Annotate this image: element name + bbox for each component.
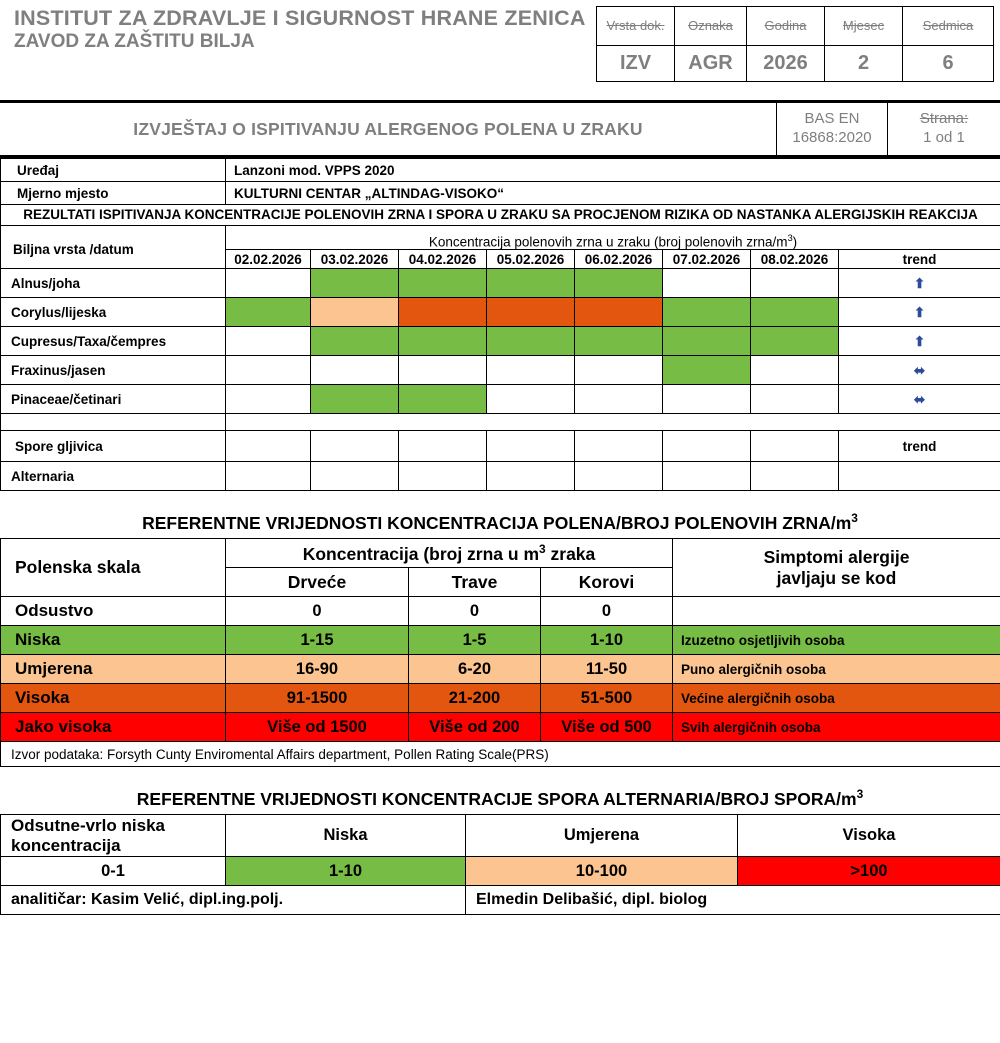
institute-department: ZAVOD ZA ZAŠTITU BILJA: [14, 31, 255, 53]
title-band: [0, 103, 1000, 158]
date-header-5: 06.02.2026: [575, 250, 663, 269]
source-row: [1, 742, 1000, 767]
scale-symptoms: Izuzetno osjetljivih osoba: [673, 626, 1000, 655]
doc-header-mjesec: Mjesec: [825, 7, 903, 46]
alternaria-value-row: [1, 857, 1000, 886]
signer-name: Elmedin Delibašić, dipl. biolog: [466, 886, 1000, 915]
trend-up-icon: [839, 327, 1000, 356]
species-label: Alnus/joha: [1, 269, 226, 298]
alternaria-title: [0, 785, 1000, 814]
standard-box: [776, 103, 887, 155]
scale-label: Umjerena: [1, 655, 226, 684]
page-title: IZVJEŠTAJ O ISPITIVANJU ALERGENOG POLENA U ZRAKU: [133, 118, 643, 139]
date-header-7: 08.02.2026: [751, 250, 839, 269]
alternaria-value-low: 1-10: [226, 857, 466, 886]
standard-line-1: BAS EN: [804, 110, 860, 128]
conc-cell: [399, 356, 487, 385]
scale-symptoms: Puno alergičnih osoba: [673, 655, 1000, 684]
conc-cell: [226, 385, 311, 414]
scale-trees: 91-1500: [226, 684, 409, 713]
species-label: Corylus/lijeska: [1, 298, 226, 327]
concentration-header-text: Koncentracija polenovih zrna u zraku (broj polenovih zrna/m: [428, 234, 788, 250]
alternaria-title-exponent: 3: [856, 787, 864, 802]
doc-value-vrsta: IZV: [597, 46, 675, 82]
date-header-4: 05.02.2026: [487, 250, 575, 269]
symptoms-column-header: [673, 539, 1000, 597]
conc-cell: [487, 385, 575, 414]
scale-weeds: 0: [541, 597, 673, 626]
table-row: [1, 597, 1000, 626]
conc-cell: [487, 269, 575, 298]
conc-cell: [226, 356, 311, 385]
scale-symptoms: Svih alergičnih osoba: [673, 713, 1000, 742]
conc-group-tail: zraka: [545, 543, 596, 564]
trend-stable-icon: [839, 356, 1000, 385]
concentration-header-exponent: 3: [787, 232, 793, 243]
conc-cell: [575, 462, 663, 491]
doc-header-vrsta: Vrsta dok.: [597, 7, 675, 46]
subheader-grasses: Trave: [409, 568, 541, 597]
institute-name: INSTITUT ZA ZDRAVLJE I SIGURNOST HRANE ZENICA: [14, 6, 586, 30]
conc-cell: [311, 462, 399, 491]
conc-cell: [575, 356, 663, 385]
table-row: [1, 684, 1000, 713]
conc-cell: [226, 327, 311, 356]
scale-label: Jako visoka: [1, 713, 226, 742]
table-row: [1, 356, 1000, 385]
conc-cell: [311, 327, 399, 356]
conc-cell: [575, 327, 663, 356]
conc-cell: [575, 298, 663, 327]
trend-up-icon: [839, 298, 1000, 327]
conc-cell: [575, 269, 663, 298]
scale-label: Visoka: [1, 684, 226, 713]
document-header: [0, 0, 1000, 103]
scale-grasses: 0: [409, 597, 541, 626]
table-head-row: [1, 225, 1000, 250]
conc-cell: [663, 327, 751, 356]
table-row: [1, 655, 1000, 684]
separator-cell: [1, 414, 226, 431]
device-row: [1, 159, 1000, 182]
conc-cell: [751, 327, 839, 356]
scale-grasses: 21-200: [409, 684, 541, 713]
conc-cell: [226, 462, 311, 491]
scale-grasses: 6-20: [409, 655, 541, 684]
alternaria-table: [0, 814, 1000, 915]
symptoms-header-line-1: Simptomi alergije: [763, 546, 910, 567]
subheader-weeds: Korovi: [541, 568, 673, 597]
spores-label: Spore gljivica: [1, 431, 226, 462]
institute-block: [0, 0, 596, 54]
location-value: KULTURNI CENTAR „ALTINDAG-VISOKO“: [226, 182, 1000, 205]
alternaria-value-moderate: 10-100: [466, 857, 738, 886]
spores-trend-header: trend: [839, 431, 1000, 462]
conc-cell: [311, 298, 399, 327]
conc-cell: [663, 269, 751, 298]
location-row: [1, 182, 1000, 205]
date-header-1: 02.02.2026: [226, 250, 311, 269]
conc-cell: [311, 356, 399, 385]
conc-cell: [399, 462, 487, 491]
doc-header-sedmica: Sedmica: [903, 7, 994, 46]
document-code-value-row: [597, 46, 994, 82]
results-banner-row: [1, 205, 1000, 226]
conc-cell: [751, 385, 839, 414]
separator-cell: [839, 414, 1000, 431]
conc-cell: [487, 327, 575, 356]
scale-symptoms: Većine alergičnih osoba: [673, 684, 1000, 713]
date-header-2: 03.02.2026: [311, 250, 399, 269]
spore-head-cell: [311, 431, 399, 462]
table-row: [1, 385, 1000, 414]
conc-cell: [751, 356, 839, 385]
separator-row: [1, 414, 1000, 431]
doc-value-mjesec: 2: [825, 46, 903, 82]
scale-trees: 16-90: [226, 655, 409, 684]
conc-cell: [575, 385, 663, 414]
analyst-name: analitičar: Kasim Velić, dipl.ing.polj.: [1, 886, 466, 915]
alternaria-header-low: Niska: [226, 815, 466, 857]
doc-value-oznaka: AGR: [675, 46, 747, 82]
scale-grasses: Više od 200: [409, 713, 541, 742]
conc-cell: [487, 356, 575, 385]
conc-cell: [399, 327, 487, 356]
concentration-column-header: [226, 225, 1000, 250]
scale-label: Niska: [1, 626, 226, 655]
scale-weeds: Više od 500: [541, 713, 673, 742]
spacer-2: [0, 767, 1000, 785]
conc-cell: [751, 269, 839, 298]
alternaria-header-row: [1, 815, 1000, 857]
device-label: Uređaj: [1, 159, 226, 182]
concentration-header-tail: ): [792, 234, 798, 250]
scale-label: Odsustvo: [1, 597, 226, 626]
conc-cell: [663, 385, 751, 414]
scale-column-header: Polenska skala: [1, 539, 226, 597]
document-code-header-row: [597, 7, 994, 46]
subheader-trees: Drveće: [226, 568, 409, 597]
reference-title-exponent: 3: [851, 511, 858, 526]
alternaria-header-absent: Odsutne-vrlo niska koncentracija: [1, 815, 226, 857]
alternaria-value-absent: 0-1: [1, 857, 226, 886]
scale-weeds: 51-500: [541, 684, 673, 713]
conc-cell: [311, 269, 399, 298]
data-source-note: Izvor podataka: Forsyth Cunty Enviromental Affairs department, Pollen Rating Scale(PRS): [1, 742, 1000, 767]
scale-trees: Više od 1500: [226, 713, 409, 742]
symptoms-header-line-2: javljaju se kod: [776, 567, 897, 588]
conc-cell: [663, 298, 751, 327]
conc-cell: [663, 356, 751, 385]
trend-stable-icon: [839, 385, 1000, 414]
spore-species-label: Alternaria: [1, 462, 226, 491]
doc-header-oznaka: Oznaka: [675, 7, 747, 46]
species-column-header: Biljna vrsta /datum: [1, 225, 226, 269]
table-row: [1, 462, 1000, 491]
spacer-1: [0, 491, 1000, 509]
results-table: [0, 158, 1000, 491]
spore-head-cell: [399, 431, 487, 462]
page-number-box: [887, 103, 1000, 155]
doc-value-godina: 2026: [747, 46, 825, 82]
standard-line-2: 16868:2020: [792, 129, 872, 146]
spore-head-cell: [663, 431, 751, 462]
doc-value-sedmica: 6: [903, 46, 994, 82]
device-value: Lanzoni mod. VPPS 2020: [226, 159, 1000, 182]
document-code-table: [596, 6, 994, 82]
conc-cell: [226, 298, 311, 327]
alternaria-value-high: >100: [738, 857, 1000, 886]
scale-symptoms: [673, 597, 1000, 626]
trend-column-header: trend: [839, 250, 1000, 269]
trend-up-icon: [839, 269, 1000, 298]
conc-cell: [399, 269, 487, 298]
conc-cell: [487, 462, 575, 491]
doc-header-godina: Godina: [747, 7, 825, 46]
species-label: Cupresus/Taxa/čempres: [1, 327, 226, 356]
table-row: [1, 327, 1000, 356]
table-row: [1, 626, 1000, 655]
conc-cell: [751, 298, 839, 327]
concentration-group-header: [226, 539, 673, 568]
date-header-3: 04.02.2026: [399, 250, 487, 269]
conc-cell: [487, 298, 575, 327]
scale-weeds: 11-50: [541, 655, 673, 684]
conc-cell: [399, 298, 487, 327]
scale-trees: 0: [226, 597, 409, 626]
trend-cell: [839, 462, 1000, 491]
conc-cell: [311, 385, 399, 414]
reference-table: [0, 538, 1000, 767]
table-row: [1, 713, 1000, 742]
scale-weeds: 1-10: [541, 626, 673, 655]
spore-head-cell: [487, 431, 575, 462]
location-label: Mjerno mjesto: [1, 182, 226, 205]
species-label: Pinaceae/četinari: [1, 385, 226, 414]
results-banner: REZULTATI ISPITIVANJA KONCENTRACIJE POLENOVIH ZRNA I SPORA U ZRAKU SA PROCJENOM RIZIKA OD NASTANKA ALERGIJSKIH REAKCIJA: [1, 205, 1000, 226]
signature-row: [1, 886, 1000, 915]
conc-group-exponent: 3: [539, 541, 546, 556]
alternaria-title-text: REFERENTNE VRIJEDNOSTI KONCENTRACIJE SPORA ALTERNARIA/BROJ SPORA/m: [136, 789, 857, 810]
table-row: [1, 298, 1000, 327]
scale-trees: 1-15: [226, 626, 409, 655]
reference-header-row: [1, 539, 1000, 568]
conc-cell: [226, 269, 311, 298]
conc-group-text: Koncentracija (broj zrna u m: [302, 543, 540, 564]
conc-cell: [663, 462, 751, 491]
scale-grasses: 1-5: [409, 626, 541, 655]
reference-title: [0, 509, 1000, 538]
page-value: 1 od 1: [923, 129, 965, 146]
alternaria-header-moderate: Umjerena: [466, 815, 738, 857]
alternaria-header-high: Visoka: [738, 815, 1000, 857]
reference-title-text: REFERENTNE VRIJEDNOSTI KONCENTRACIJA POLENA/BROJ POLENOVIH ZRNA/m: [142, 513, 852, 534]
conc-cell: [399, 385, 487, 414]
page-label: Strana:: [919, 110, 969, 128]
species-label: Fraxinus/jasen: [1, 356, 226, 385]
separator-cell: [226, 414, 839, 431]
date-header-6: 07.02.2026: [663, 250, 751, 269]
table-row: [1, 269, 1000, 298]
spores-header-row: [1, 431, 1000, 462]
spore-head-cell: [751, 431, 839, 462]
conc-cell: [751, 462, 839, 491]
spore-head-cell: [226, 431, 311, 462]
spore-head-cell: [575, 431, 663, 462]
